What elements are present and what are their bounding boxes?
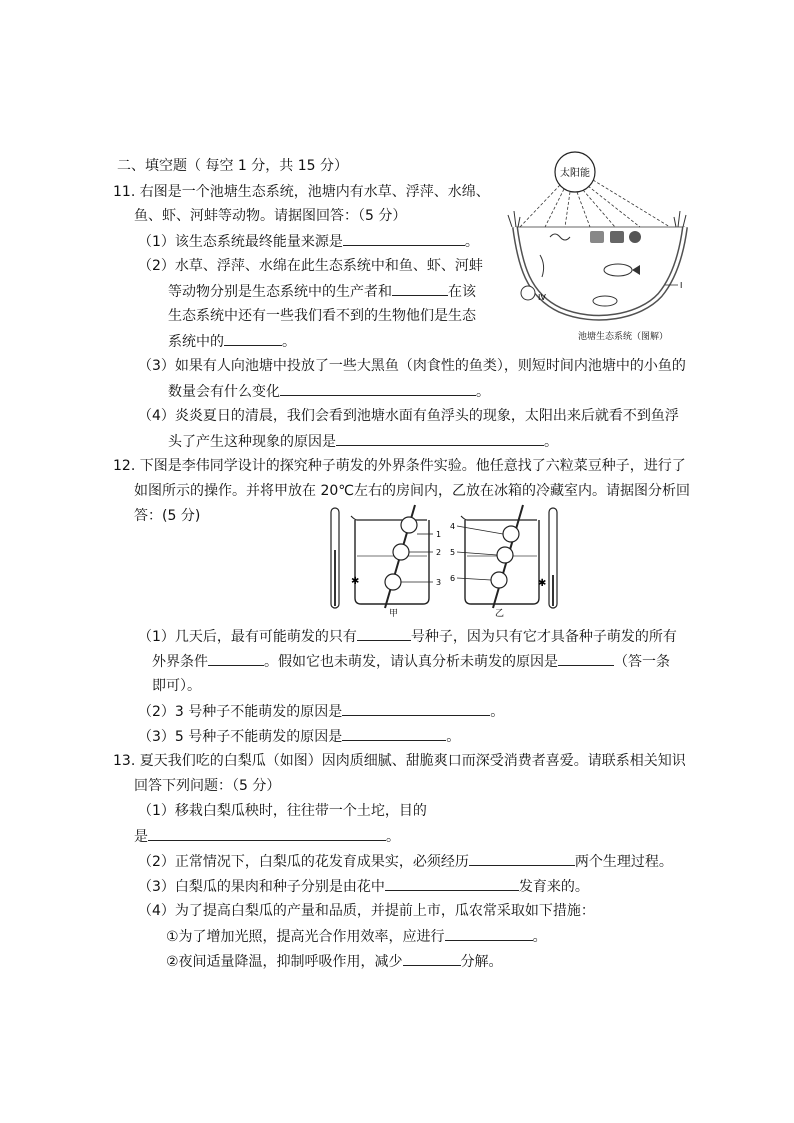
- q11-part4-text: 头了产生这种现象的原因是: [168, 434, 336, 450]
- label-1: 1: [436, 530, 442, 539]
- q12-part1-text-d: 。假如它也未萌发，请认真分析未萌发的原因是: [264, 654, 558, 670]
- q13-part3-end: 发育来的。: [518, 879, 589, 895]
- q11-blank-4[interactable]: [280, 381, 476, 396]
- q12-blank-2[interactable]: [208, 651, 264, 666]
- q13-blank-2[interactable]: [469, 851, 575, 866]
- sun-label: 太阳能: [560, 168, 590, 179]
- q13-part1-line2: [134, 826, 400, 847]
- q13-blank-1[interactable]: [148, 826, 386, 841]
- q12-part2-text: （2）3 号种子不能萌发的原因是: [138, 704, 343, 720]
- q11-part2-line3: 生态系统中还有一些我们看不到的生物他们是生态: [168, 308, 476, 324]
- q12-part1-text: （1）几天后，最有可能萌发的只有: [138, 629, 357, 645]
- q11-blank-5[interactable]: [336, 431, 544, 446]
- q11-part2-text-c: 系统中的: [168, 334, 224, 350]
- q13-blank-4[interactable]: [445, 926, 533, 941]
- q13-stem-1: 13. 夏天我们吃的白梨瓜（如图）因肉质细腻、甜脆爽口而深受消费者喜爱。请联系相关知识: [113, 753, 686, 769]
- q11-stem-1: 11. 右图是一个池塘生态系统，池塘内有水草、浮萍、水绵、: [113, 184, 490, 200]
- q11-part2-line2: [168, 281, 476, 302]
- q11-part3-line1: （3）如果有人向池塘中投放了一些大黑鱼（肉食性的鱼类），则短时间内池塘中的小鱼的: [138, 358, 686, 374]
- q12-stem-1: 12. 下图是李伟同学设计的探究种子萌发的外界条件实验。他任意找了六粒菜豆种子，进行了: [113, 458, 686, 474]
- q12-stem-2: 如图所示的操作。并将甲放在 20℃左右的房间内，乙放在冰箱的冷藏室内。请据图分析回: [134, 483, 690, 499]
- q11-stem-2: 鱼、虾、河蚌等动物。请据图回答：（5 分）: [134, 208, 407, 224]
- q13-blank-5[interactable]: [403, 951, 461, 966]
- q12-part3: [138, 726, 460, 747]
- svg-text:✱: ✱: [351, 576, 360, 587]
- q11-blank-1[interactable]: [343, 231, 465, 246]
- q13-part4-item1-end: 。: [532, 929, 547, 945]
- q13-part4-item2-text: ②夜间适量降温，抑制呼吸作用，减少: [166, 954, 403, 970]
- q12-part1-text-e: （答一条: [614, 654, 670, 670]
- q13-blank-3[interactable]: [385, 876, 519, 891]
- label-5: 5: [450, 548, 456, 557]
- label-6: 6: [450, 574, 456, 583]
- label-2: 2: [436, 548, 442, 557]
- q13-part1-text: 是: [134, 829, 148, 845]
- q11-part2-text-b: 在该: [448, 284, 476, 300]
- q12-part3-end: 。: [446, 729, 461, 745]
- label-3: 3: [436, 578, 442, 587]
- q13-part4-item2: [166, 951, 503, 972]
- q12-part2: [138, 701, 504, 722]
- q11-part2-end: 。: [282, 334, 296, 350]
- q11-part1-end: 。: [464, 234, 479, 250]
- q12-part1-line3: 即可）。: [152, 678, 201, 694]
- q13-stem-2: 回答下列问题：（5 分）: [134, 778, 281, 794]
- pond-figure-caption: 池塘生态系统（图解）: [578, 332, 669, 342]
- q12-part1-text-b: 号种子，因为只有它才具备种子萌发的所有: [410, 629, 677, 645]
- q11-part2-line4: [168, 331, 296, 352]
- q13-part4-item1-text: ①为了增加光照，提高光合作用效率，应进行: [166, 929, 445, 945]
- q13-part3: [138, 876, 589, 897]
- q11-part4-line1: （4）炎炎夏日的清晨，我们会看到池塘水面有鱼浮头的现象，太阳出来后就看不到鱼浮: [138, 408, 679, 424]
- label-4: 4: [450, 522, 456, 531]
- q13-part1-end: 。: [386, 829, 400, 845]
- q13-part2-end: 两个生理过程。: [574, 854, 673, 870]
- svg-text:✱: ✱: [538, 578, 547, 589]
- q13-part4-item2-end: 分解。: [460, 954, 503, 970]
- q12-part3-text: （3）5 号种子不能萌发的原因是: [138, 729, 343, 745]
- q11-blank-2[interactable]: [392, 281, 448, 296]
- q11-part4-line2: [168, 431, 558, 452]
- label-iv: IV: [538, 293, 546, 302]
- label-yi: 乙: [495, 609, 505, 619]
- q12-stem-3: 答：(5 分): [134, 508, 201, 524]
- q12-part1-line2: [152, 651, 670, 672]
- pond-ecosystem-figure: [500, 145, 700, 345]
- q12-blank-3[interactable]: [558, 651, 614, 666]
- q13-part1-line1: （1）移栽白梨瓜秧时，往往带一个土坨，目的: [138, 803, 427, 819]
- seed-germination-figure: [325, 500, 565, 620]
- q11-part3-text: 数量会有什么变化: [168, 384, 280, 400]
- q12-blank-1[interactable]: [357, 626, 411, 641]
- section-title: 二、填空题（ 每空 1 分，共 15 分）: [117, 158, 348, 174]
- q13-part4: （4）为了提高白梨瓜的产量和品质，并提前上市，瓜农常采取如下措施：: [138, 903, 595, 919]
- q11-part3-end: 。: [476, 384, 490, 400]
- label-i: I: [680, 281, 683, 290]
- label-jia: 甲: [389, 609, 399, 619]
- q12-part2-end: 。: [490, 704, 505, 720]
- q13-part4-item1: [166, 926, 547, 947]
- q11-part1-text: （1）该生态系统最终能量来源是: [138, 234, 343, 250]
- q13-part2-text: （2）正常情况下，白梨瓜的花发育成果实，必须经历: [138, 854, 469, 870]
- q11-blank-3[interactable]: [224, 331, 282, 346]
- q12-blank-5[interactable]: [342, 726, 446, 741]
- q11-part1: [138, 231, 479, 252]
- q12-blank-4[interactable]: [342, 701, 490, 716]
- q13-part2: [138, 851, 673, 872]
- q11-part4-end: 。: [544, 434, 558, 450]
- q12-part1-text-c: 外界条件: [152, 654, 208, 670]
- q11-part2-text: 等动物分别是生态系统中的生产者和: [168, 284, 392, 300]
- q11-part3-line2: [168, 381, 490, 402]
- q11-part2-line1: （2）水草、浮萍、水绵在此生态系统中和鱼、虾、河蚌: [138, 258, 483, 274]
- q13-part3-text: （3）白梨瓜的果肉和种子分别是由花中: [138, 879, 385, 895]
- q12-part1-line1: [138, 626, 677, 647]
